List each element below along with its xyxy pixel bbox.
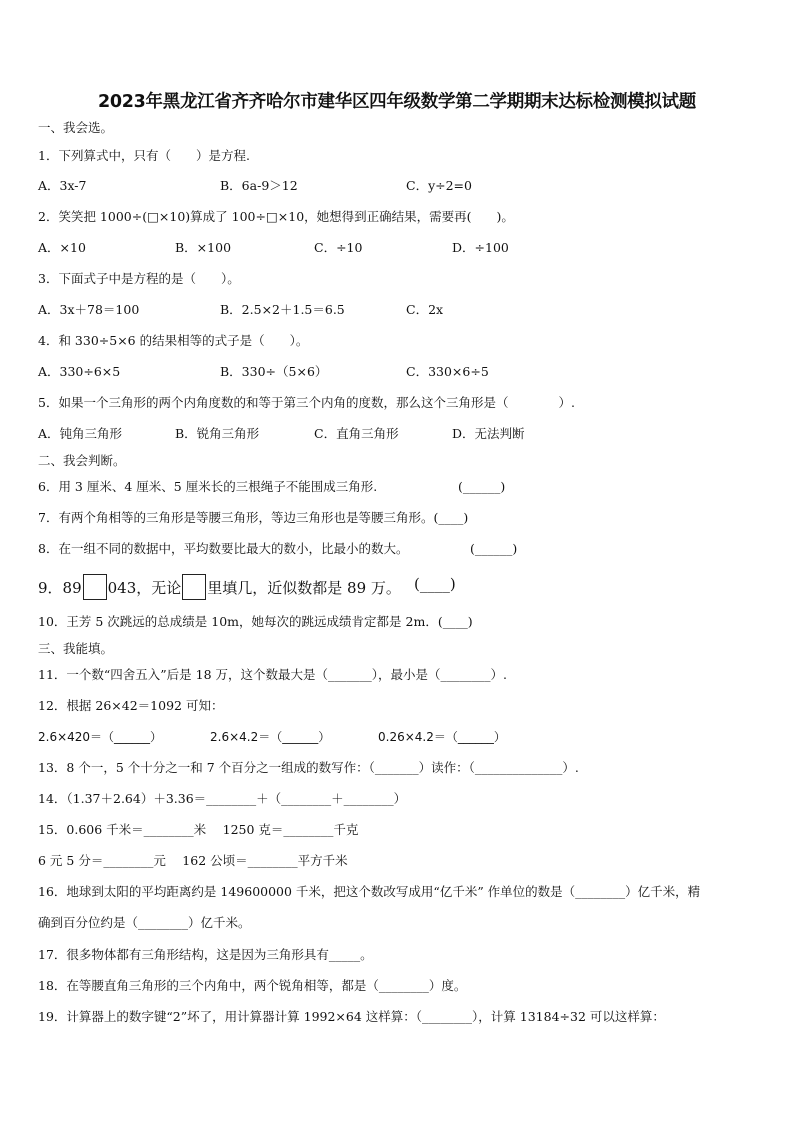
question-10: 10．王芳 5 次跳远的总成绩是 10m，她每次的跳远成绩肯定都是 2m．(____)	[38, 614, 473, 629]
question-9-part3: 里填几，近似数都是 89 万。	[207, 579, 401, 597]
question-9	[38, 574, 456, 600]
question-11: 11．一个数“四舍五入”后是 18 万，这个数最大是（_______），最小是（________）.	[38, 667, 508, 682]
question-13: 13．8 个一，5 个十分之一和 7 个百分之一组成的数写作：（_______）读作：（______________）.	[38, 760, 579, 775]
option-d: D．÷100	[452, 240, 509, 255]
option-b: B．2.5×2＋1.5＝6.5	[220, 302, 345, 317]
question-18: 18．在等腰直角三角形的三个内角中，两个锐角相等，都是（________）度。	[38, 978, 467, 993]
digit-box[interactable]	[83, 574, 107, 600]
question-2: 2．笑笑把 1000÷(□×10)算成了 100÷□×10，她想得到正确结果，需要再( )。	[38, 209, 514, 224]
answer-blank[interactable]: (______)	[458, 479, 506, 494]
question-2-options	[38, 240, 509, 256]
question-12-expressions	[38, 729, 506, 745]
digit-box[interactable]	[182, 574, 206, 600]
option-a: A．3x＋78＝100	[38, 302, 140, 317]
question-12: 12．根据 26×42＝1092 可知：	[38, 698, 224, 713]
question-9-part2: 043，无论	[107, 579, 182, 597]
option-c: C．y÷2=0	[406, 178, 472, 193]
expression-2: 2.6×4.2＝（______）	[210, 730, 331, 744]
option-c: C．2x	[406, 302, 444, 317]
page-title: 2023年黑龙江省齐齐哈尔市建华区四年级数学第二学期期末达标检测模拟试题	[98, 92, 696, 112]
question-4: 4．和 330÷5×6 的结果相等的式子是（ ）。	[38, 333, 309, 348]
question-4-options	[38, 364, 489, 380]
question-14: 14．（1.37＋2.64）＋3.36＝________＋（________＋________）	[38, 791, 407, 806]
option-d: D．无法判断	[452, 426, 525, 441]
option-c: C．330×6÷5	[406, 364, 489, 379]
expression-1: 2.6×420＝（______）	[38, 730, 163, 744]
question-8	[38, 541, 518, 557]
question-6	[38, 479, 506, 495]
option-a: A．3x-7	[38, 178, 87, 193]
question-15-line-1: 15．0.606 千米＝________米 1250 克＝________千克	[38, 822, 359, 837]
option-b: B．锐角三角形	[175, 426, 260, 441]
option-a: A．×10	[38, 240, 86, 255]
question-17: 17．很多物体都有三角形结构，这是因为三角形具有_____。	[38, 947, 373, 962]
option-b: B．6a-9＞12	[220, 178, 298, 193]
option-c: C．直角三角形	[314, 426, 399, 441]
section-heading-1: 一、我会选。	[38, 120, 114, 135]
question-1-options	[38, 178, 472, 194]
option-b: B．330÷（5×6）	[220, 364, 328, 379]
question-8-stem: 8．在一组不同的数据中，平均数要比最大的数小，比最小的数大。	[38, 541, 409, 556]
question-7: 7．有两个角相等的三角形是等腰三角形，等边三角形也是等腰三角形。(____)	[38, 510, 469, 525]
answer-blank[interactable]: (____)	[414, 575, 456, 593]
section-heading-3: 三、我能填。	[38, 641, 114, 656]
option-a: A．钝角三角形	[38, 426, 123, 441]
expression-3: 0.26×4.2＝（______）	[378, 730, 506, 744]
option-b: B．×100	[175, 240, 232, 255]
question-3-options	[38, 302, 444, 318]
question-1: 1．下列算式中，只有（ ）是方程.	[38, 148, 250, 163]
question-6-stem: 6．用 3 厘米、4 厘米、5 厘米长的三根绳子不能围成三角形.	[38, 479, 378, 494]
section-heading-2: 二、我会判断。	[38, 453, 126, 468]
question-5-options	[38, 426, 525, 442]
question-19: 19．计算器上的数字键“2”坏了，用计算器计算 1992×64 这样算：（________），计算 13184÷32 可以这样算：	[38, 1009, 665, 1024]
question-15-line-2: 6 元 5 分＝________元 162 公顷＝________平方千米	[38, 853, 348, 868]
question-16-line-1: 16．地球到太阳的平均距离约是 149600000 千米，把这个数改写成用“亿千米” 作单位的数是（________）亿千米，精	[38, 884, 701, 899]
question-9-part1: 9．89	[38, 579, 82, 597]
option-a: A．330÷6×5	[38, 364, 121, 379]
option-c: C．÷10	[314, 240, 363, 255]
question-3: 3．下面式子中是方程的是（ ）。	[38, 271, 240, 286]
question-5: 5．如果一个三角形的两个内角度数的和等于第三个内角的度数，那么这个三角形是（ ）.	[38, 395, 575, 410]
answer-blank[interactable]: (______)	[470, 541, 518, 556]
question-16-line-2: 确到百分位约是（________）亿千米。	[38, 915, 251, 930]
